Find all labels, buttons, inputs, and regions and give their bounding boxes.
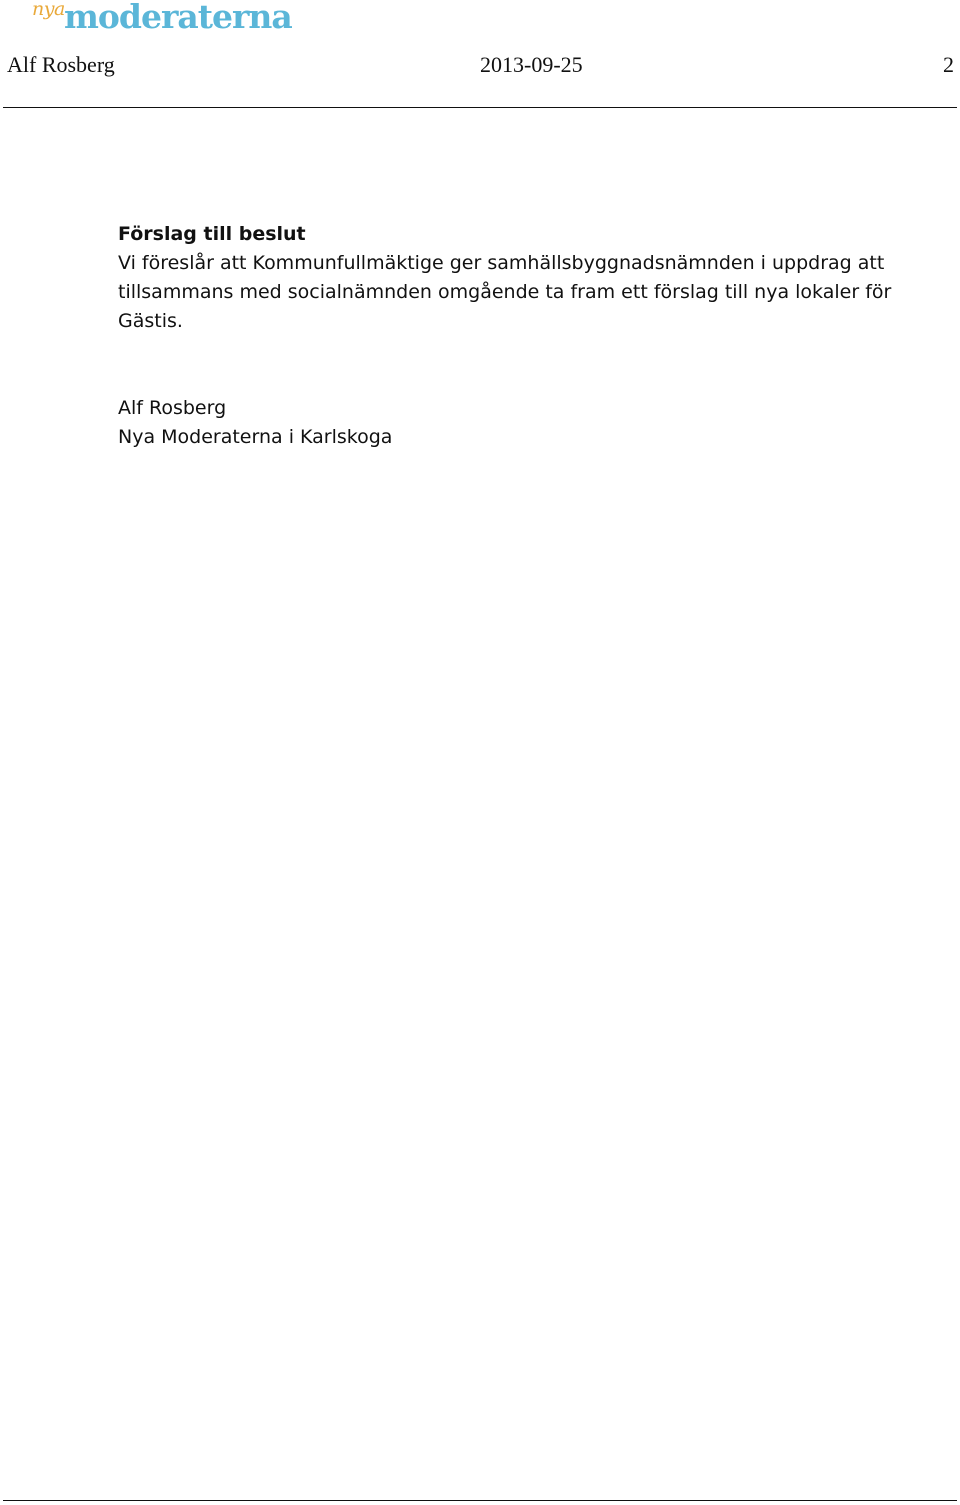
section-heading: Förslag till beslut [118,223,306,245]
party-logo [30,0,290,44]
signature-block [118,394,908,452]
signature-name: Alf Rosberg [118,397,227,419]
page-number: 2 [943,52,954,77]
logo-prefix: nya [32,0,65,20]
document-body [118,220,908,452]
header-date: 2013-09-25 [480,52,583,77]
signature-organization: Nya Moderaterna i Karlskoga [118,426,393,448]
logo-name: moderaterna [64,0,292,36]
header-divider [3,107,957,108]
footer-divider [3,1500,957,1501]
header-author: Alf Rosberg [7,52,115,77]
proposal-paragraph: Vi föreslår att Kommunfullmäktige ger samhällsbyggnadsnämnden i uppdrag att tillsammans med socialnämnden omgående ta fram ett förslag till nya lokaler för Gästis. [118,252,892,332]
